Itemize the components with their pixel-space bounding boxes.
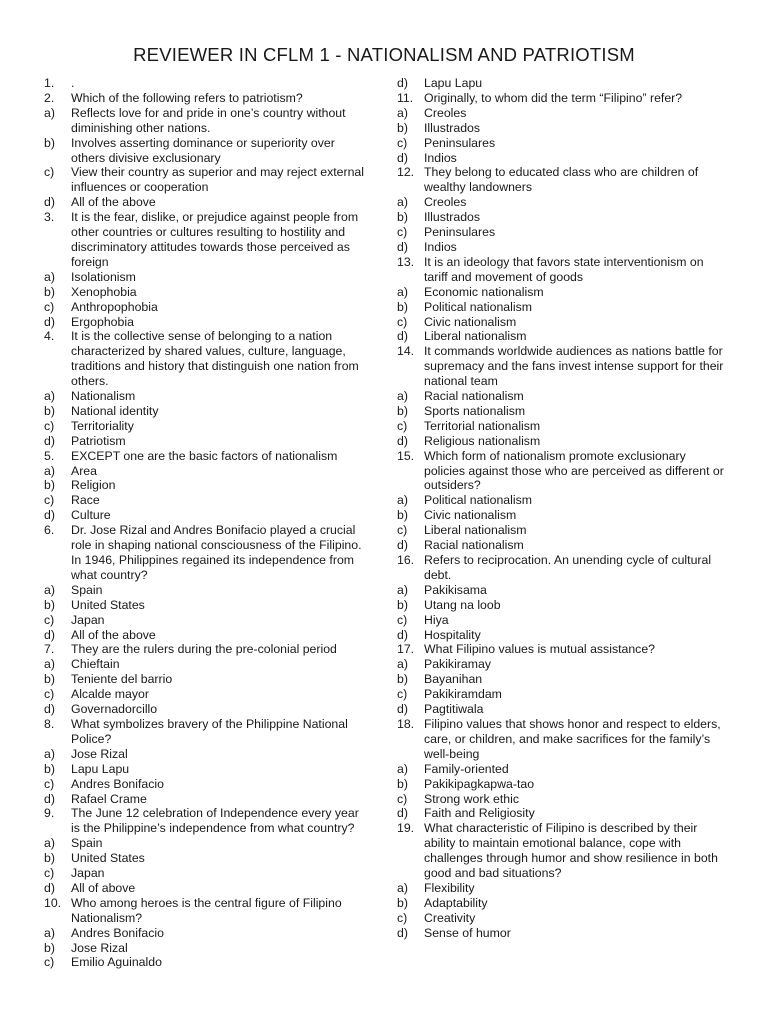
question-stem	[397, 642, 725, 657]
question-text: It is an ideology that favors state interventionism on tariff and movement of goods	[424, 254, 704, 284]
option-text: Nationalism	[71, 389, 136, 404]
option-letter: b)	[44, 597, 55, 612]
answer-option	[44, 926, 370, 941]
question-number: 5.	[44, 448, 55, 463]
option-text: Territorial nationalism	[424, 418, 541, 433]
question-text: EXCEPT one are the basic factors of nationalism	[71, 448, 338, 463]
answer-option	[44, 315, 370, 330]
answer-option	[397, 806, 725, 821]
option-text: Economic nationalism	[424, 284, 544, 299]
answer-option	[397, 926, 725, 941]
option-text: Pakikisama	[424, 582, 487, 597]
option-text: Race	[71, 493, 100, 508]
option-text: All of the above	[71, 195, 156, 210]
answer-option	[397, 315, 725, 330]
question-item	[44, 642, 370, 717]
answer-option	[397, 195, 725, 210]
option-letter: c)	[397, 135, 408, 150]
option-letter: d)	[397, 925, 408, 940]
answer-option	[44, 866, 370, 881]
answer-option	[397, 210, 725, 225]
option-text: National identity	[71, 403, 159, 418]
question-item	[44, 896, 370, 971]
question-stem	[44, 523, 370, 583]
option-letter: d)	[397, 76, 408, 90]
option-letter: d)	[397, 702, 408, 717]
option-text: Creoles	[424, 105, 467, 120]
option-letter: a)	[397, 657, 408, 672]
option-text: Japan	[71, 866, 105, 881]
question-text: They are the rulers during the pre-colonial period	[71, 642, 337, 657]
question-item	[397, 553, 725, 642]
question-stem	[397, 91, 725, 106]
answer-option	[44, 389, 370, 404]
question-number: 19.	[397, 821, 415, 836]
option-text: Indios	[424, 150, 457, 165]
option-letter: b)	[397, 120, 408, 135]
option-text: Spain	[71, 836, 103, 851]
answer-option	[44, 404, 370, 419]
answer-option	[44, 165, 370, 195]
right-column	[397, 76, 725, 941]
question-stem	[397, 255, 725, 285]
option-letter: a)	[44, 389, 55, 404]
question-item	[397, 165, 725, 254]
question-stem	[397, 821, 725, 881]
question-item	[44, 329, 370, 448]
question-item	[397, 821, 725, 940]
answer-option	[44, 762, 370, 777]
option-text: Involves asserting dominance or superiority over others divisive exclusionary	[71, 135, 335, 165]
option-letter: c)	[397, 523, 408, 538]
answer-option	[44, 792, 370, 807]
option-letter: b)	[397, 299, 408, 314]
question-text: They belong to educated class who are children of wealthy landowners	[424, 165, 699, 195]
option-letter: b)	[397, 508, 408, 523]
answer-option	[397, 628, 725, 643]
option-text: Culture	[71, 508, 111, 523]
question-stem	[44, 806, 370, 836]
question-stem	[397, 717, 725, 762]
option-letter: b)	[397, 776, 408, 791]
option-text: Lapu Lapu	[71, 761, 130, 776]
question-text: What Filipino values is mutual assistance?	[424, 642, 656, 657]
answer-option	[397, 240, 725, 255]
option-letter: b)	[397, 403, 408, 418]
option-letter: a)	[44, 925, 55, 940]
answer-option	[44, 955, 370, 970]
answer-option	[397, 329, 725, 344]
question-text: What symbolizes bravery of the Philippine National Police?	[71, 716, 348, 746]
option-text: Peninsulares	[424, 225, 496, 240]
option-text: Religion	[71, 478, 116, 493]
option-letter: a)	[397, 493, 408, 508]
option-letter: a)	[44, 746, 55, 761]
option-letter: a)	[397, 582, 408, 597]
question-number: 7.	[44, 642, 55, 657]
question-text: Who among heroes is the central figure of Filipino Nationalism?	[71, 895, 342, 925]
option-letter: d)	[44, 702, 55, 717]
answer-option	[397, 911, 725, 926]
option-letter: a)	[397, 880, 408, 895]
question-number: 10.	[44, 895, 62, 910]
question-item	[44, 523, 370, 642]
question-item	[44, 91, 370, 210]
answer-option	[44, 702, 370, 717]
option-text: Anthropophobia	[71, 299, 158, 314]
answer-option	[44, 419, 370, 434]
answer-option	[397, 792, 725, 807]
question-text: It is the collective sense of belonging to a nation characterized by shared values, culture, language, traditions and history that distinguish one nation from others.	[71, 329, 359, 389]
option-letter: b)	[44, 135, 55, 150]
question-item	[44, 806, 370, 895]
option-text: Bayanihan	[424, 672, 483, 687]
answer-option	[397, 687, 725, 702]
option-letter: d)	[44, 791, 55, 806]
answer-option	[44, 628, 370, 643]
question-text: The June 12 celebration of Independence every year is the Philippine’s independence from what country?	[71, 806, 359, 836]
option-text: Territoriality	[71, 418, 134, 433]
option-letter: a)	[397, 105, 408, 120]
answer-option	[44, 434, 370, 449]
answer-option	[397, 598, 725, 613]
option-letter: a)	[44, 582, 55, 597]
answer-option	[397, 493, 725, 508]
answer-option	[44, 777, 370, 792]
option-letter: a)	[397, 761, 408, 776]
question-item	[397, 344, 725, 448]
answer-option	[397, 881, 725, 896]
option-letter: b)	[44, 403, 55, 418]
option-text: Area	[71, 463, 97, 478]
option-text: Strong work ethic	[424, 791, 520, 806]
question-text: Refers to reciprocation. An unending cycle of cultural debt.	[424, 553, 712, 582]
option-letter: c)	[397, 418, 408, 433]
answer-option	[397, 702, 725, 717]
option-text: Family-oriented	[424, 761, 509, 776]
answer-option	[397, 583, 725, 598]
option-letter: b)	[44, 761, 55, 776]
answer-option	[44, 285, 370, 300]
answer-option	[397, 434, 725, 449]
question-item	[397, 449, 725, 553]
answer-option	[397, 762, 725, 777]
question-item	[44, 717, 370, 806]
option-text: Adaptability	[424, 895, 488, 910]
option-text: United States	[71, 597, 145, 612]
answer-option	[44, 136, 370, 166]
option-letter: d)	[397, 150, 408, 165]
option-letter: c)	[397, 687, 408, 702]
answer-option	[44, 270, 370, 285]
question-number: 6.	[44, 523, 55, 538]
option-text: Japan	[71, 612, 105, 627]
option-text: Flexibility	[424, 880, 475, 895]
answer-option	[44, 941, 370, 956]
answer-option	[44, 747, 370, 762]
option-text: Rafael Crame	[71, 791, 147, 806]
answer-option	[397, 896, 725, 911]
option-letter: d)	[397, 627, 408, 642]
option-letter: a)	[397, 389, 408, 404]
answer-option	[44, 613, 370, 628]
question-text: .	[71, 76, 75, 90]
question-number: 15.	[397, 448, 415, 463]
question-item	[397, 717, 725, 821]
question-text: Which of the following refers to patriotism?	[71, 90, 303, 105]
question-stem	[397, 553, 725, 583]
option-text: Hiya	[424, 612, 449, 627]
option-letter: c)	[44, 776, 55, 791]
answer-option	[397, 285, 725, 300]
question-text: Dr. Jose Rizal and Andres Bonifacio played a crucial role in shaping national consciousness of the Filipino. In 1946, Philippines regained its independence from what country?	[71, 523, 362, 582]
answer-option	[44, 851, 370, 866]
left-column	[44, 76, 370, 970]
option-text: Indios	[424, 239, 457, 254]
option-letter: d)	[397, 433, 408, 448]
option-letter: c)	[397, 791, 408, 806]
option-text: Chieftain	[71, 657, 120, 672]
question-text: Which form of nationalism promote exclusionary policies against those who are perceived as different or outsiders?	[424, 448, 724, 493]
option-letter: a)	[44, 463, 55, 478]
option-letter: c)	[44, 687, 55, 702]
option-letter: b)	[397, 210, 408, 225]
question-item	[44, 76, 370, 91]
option-text: Pagtitiwala	[424, 702, 484, 717]
question-stem	[397, 449, 725, 494]
question-number: 11.	[397, 90, 414, 105]
option-text: Civic nationalism	[424, 314, 517, 329]
option-letter: d)	[44, 433, 55, 448]
option-text: Political nationalism	[424, 299, 532, 314]
question-number: 9.	[44, 806, 55, 821]
answer-option	[397, 106, 725, 121]
option-text: Governadorcillo	[71, 702, 158, 717]
answer-option	[397, 76, 725, 91]
option-text: Peninsulares	[424, 135, 496, 150]
answer-option	[397, 121, 725, 136]
question-stem	[397, 344, 725, 389]
option-text: Pakikiramdam	[424, 687, 502, 702]
continued-options	[397, 76, 725, 91]
option-letter: b)	[44, 940, 55, 955]
option-text: Isolationism	[71, 269, 136, 284]
question-stem	[44, 329, 370, 389]
question-text: It is the fear, dislike, or prejudice against people from other countries or cultures resulting to hostility and discriminatory attitudes towards those perceived as foreign	[71, 210, 359, 269]
question-stem	[44, 210, 370, 270]
option-letter: b)	[44, 284, 55, 299]
option-letter: c)	[44, 418, 55, 433]
question-number: 1.	[44, 76, 55, 90]
question-item	[397, 255, 725, 344]
option-letter: b)	[44, 851, 55, 866]
answer-option	[44, 881, 370, 896]
option-letter: a)	[44, 657, 55, 672]
option-text: All of above	[71, 880, 136, 895]
option-text: United States	[71, 851, 145, 866]
option-text: Jose Rizal	[71, 940, 128, 955]
option-letter: b)	[397, 895, 408, 910]
option-text: Lapu Lapu	[424, 76, 483, 90]
answer-option	[397, 538, 725, 553]
answer-option	[397, 657, 725, 672]
option-letter: b)	[44, 478, 55, 493]
option-letter: a)	[44, 269, 55, 284]
question-text: What characteristic of Filipino is described by their ability to maintain emotional balance, cope with challenges through humor and show resilience in both good and bad situations?	[424, 821, 718, 881]
option-text: Alcalde mayor	[71, 687, 149, 702]
option-letter: c)	[397, 612, 408, 627]
option-letter: d)	[397, 329, 408, 344]
option-text: Reflects love for and pride in one’s country without diminishing other nations.	[71, 105, 346, 135]
option-text: Xenophobia	[71, 284, 137, 299]
question-stem	[44, 91, 370, 106]
question-number: 8.	[44, 716, 55, 731]
answer-option	[397, 300, 725, 315]
option-letter: d)	[44, 195, 55, 210]
page-title: REVIEWER IN CFLM 1 - NATIONALISM AND PATRIOTISM	[133, 44, 635, 65]
answer-option	[44, 195, 370, 210]
question-item	[44, 449, 370, 524]
answer-option	[44, 657, 370, 672]
question-number: 16.	[397, 553, 415, 567]
option-text: Faith and Religiosity	[424, 806, 535, 821]
question-text: Filipino values that shows honor and respect to elders, care, or children, and make sacrifices for the family’s well-being	[424, 716, 721, 761]
option-text: Racial nationalism	[424, 538, 524, 553]
answer-option	[44, 493, 370, 508]
option-text: Liberal nationalism	[424, 329, 527, 344]
option-text: Pakikiramay	[424, 657, 491, 672]
option-letter: d)	[44, 880, 55, 895]
option-text: Sense of humor	[424, 925, 511, 940]
option-letter: c)	[397, 225, 408, 240]
option-text: Illustrados	[424, 210, 481, 225]
option-text: Patriotism	[71, 433, 126, 448]
option-text: Andres Bonifacio	[71, 776, 164, 791]
answer-option	[397, 613, 725, 628]
option-text: Racial nationalism	[424, 389, 524, 404]
option-text: Creativity	[424, 910, 476, 925]
option-text: Spain	[71, 582, 103, 597]
answer-option	[44, 508, 370, 523]
question-number: 18.	[397, 716, 415, 731]
question-number: 4.	[44, 329, 55, 344]
answer-option	[397, 523, 725, 538]
option-text: Emilio Aguinaldo	[71, 955, 162, 970]
answer-option	[44, 672, 370, 687]
question-number: 3.	[44, 210, 55, 225]
option-letter: c)	[44, 955, 55, 970]
option-letter: c)	[44, 493, 55, 508]
question-item	[44, 210, 370, 329]
answer-option	[397, 225, 725, 240]
question-number: 12.	[397, 165, 415, 180]
answer-option	[44, 598, 370, 613]
option-letter: b)	[44, 672, 55, 687]
answer-option	[397, 151, 725, 166]
option-text: Liberal nationalism	[424, 523, 527, 538]
question-stem	[44, 896, 370, 926]
option-text: Hospitality	[424, 627, 481, 642]
option-text: Ergophobia	[71, 314, 134, 329]
answer-option	[397, 404, 725, 419]
option-text: Andres Bonifacio	[71, 925, 164, 940]
option-letter: c)	[44, 299, 55, 314]
option-letter: a)	[44, 836, 55, 851]
option-letter: a)	[397, 195, 408, 210]
question-stem	[44, 449, 370, 464]
option-letter: c)	[44, 866, 55, 881]
option-text: Civic nationalism	[424, 508, 517, 523]
option-letter: c)	[44, 612, 55, 627]
option-letter: c)	[397, 910, 408, 925]
right-questions	[397, 91, 725, 941]
answer-option	[397, 136, 725, 151]
option-text: Pakikipagkapwa-tao	[424, 776, 535, 791]
option-text: All of the above	[71, 627, 156, 642]
answer-option	[397, 389, 725, 404]
option-text: View their country as superior and may reject external influences or cooperation	[71, 165, 364, 195]
question-text: Originally, to whom did the term “Filipino” refer?	[424, 90, 683, 105]
question-number: 13.	[397, 254, 415, 269]
answer-option	[397, 508, 725, 523]
option-letter: d)	[397, 806, 408, 821]
answer-option	[44, 836, 370, 851]
option-text: Creoles	[424, 195, 467, 210]
option-text: Illustrados	[424, 120, 481, 135]
option-letter: d)	[397, 239, 408, 254]
option-text: Religious nationalism	[424, 433, 541, 448]
question-stem	[44, 642, 370, 657]
option-letter: d)	[44, 627, 55, 642]
answer-option	[44, 583, 370, 598]
option-letter: d)	[44, 508, 55, 523]
option-text: Political nationalism	[424, 493, 532, 508]
option-letter: d)	[44, 314, 55, 329]
option-text: Teniente del barrio	[71, 672, 173, 687]
question-stem	[44, 717, 370, 747]
answer-option	[44, 300, 370, 315]
question-item	[397, 91, 725, 166]
answer-option	[44, 106, 370, 136]
question-text: It commands worldwide audiences as nations battle for supremacy and the fans invest intense support for their national team	[424, 344, 724, 389]
answer-option	[397, 777, 725, 792]
option-text: Utang na loob	[424, 597, 501, 612]
question-number: 17.	[397, 642, 415, 657]
answer-option	[397, 419, 725, 434]
question-stem	[44, 76, 370, 91]
answer-option	[44, 687, 370, 702]
question-item	[397, 642, 725, 717]
option-text: Jose Rizal	[71, 746, 128, 761]
option-letter: b)	[397, 672, 408, 687]
answer-option	[44, 464, 370, 479]
question-number: 2.	[44, 90, 55, 105]
option-letter: a)	[397, 284, 408, 299]
option-letter: b)	[397, 597, 408, 612]
option-text: Sports nationalism	[424, 403, 526, 418]
option-letter: a)	[44, 105, 55, 120]
option-letter: d)	[397, 538, 408, 553]
answer-option	[397, 672, 725, 687]
question-number: 14.	[397, 344, 415, 359]
question-stem	[397, 165, 725, 195]
option-letter: c)	[44, 165, 55, 180]
option-letter: c)	[397, 314, 408, 329]
answer-option	[44, 478, 370, 493]
